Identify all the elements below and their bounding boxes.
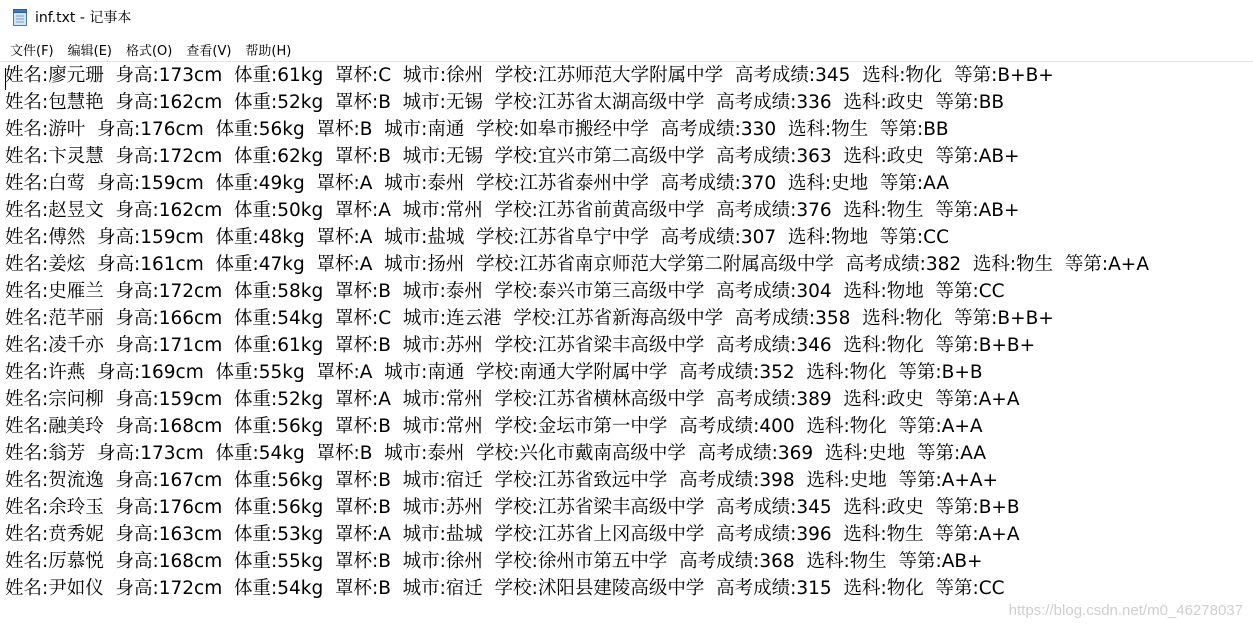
- menu-bar: [0, 38, 1253, 60]
- menu-edit[interactable]: 编辑(E): [67, 43, 112, 59]
- text-line: 姓名:宗问柳 身高:159cm 体重:52kg 罩杯:A 城市:常州 学校:江苏省横林高级中学 高考成绩:389 选科:政史 等第:A+A: [5, 389, 1020, 410]
- menu-view[interactable]: 查看(V): [186, 43, 232, 59]
- text-line: 姓名:白莺 身高:159cm 体重:49kg 罩杯:A 城市:泰州 学校:江苏省泰州中学 高考成绩:370 选科:史地 等第:AA: [5, 173, 949, 194]
- text-line: 姓名:厉慕悦 身高:168cm 体重:55kg 罩杯:B 城市:徐州 学校:徐州市第五中学 高考成绩:368 选科:物生 等第:AB+: [5, 551, 983, 572]
- text-line: 姓名:傅然 身高:159cm 体重:48kg 罩杯:A 城市:盐城 学校:江苏省阜宁中学 高考成绩:307 选科:物地 等第:CC: [5, 227, 949, 248]
- text-editor-area[interactable]: [0, 61, 1253, 626]
- title-bar[interactable]: [0, 0, 1253, 34]
- text-line: 姓名:贺流逸 身高:167cm 体重:56kg 罩杯:B 城市:宿迁 学校:江苏省致远中学 高考成绩:398 选科:史地 等第:A+A+: [5, 470, 999, 491]
- text-line: 姓名:融美玲 身高:168cm 体重:56kg 罩杯:B 城市:常州 学校:金坛市第一中学 高考成绩:400 选科:物化 等第:A+A: [5, 416, 983, 437]
- menu-format[interactable]: 格式(O): [125, 43, 173, 59]
- text-line: 姓名:游叶 身高:176cm 体重:56kg 罩杯:B 城市:南通 学校:如皋市搬经中学 高考成绩:330 选科:物生 等第:BB: [5, 119, 949, 140]
- text-line: 姓名:史雁兰 身高:172cm 体重:58kg 罩杯:B 城市:泰州 学校:泰兴市第三高级中学 高考成绩:304 选科:物地 等第:CC: [5, 281, 1005, 302]
- text-line: 姓名:赵昱文 身高:162cm 体重:50kg 罩杯:A 城市:常州 学校:江苏省前黄高级中学 高考成绩:376 选科:物生 等第:AB+: [5, 200, 1020, 221]
- text-line: 姓名:尹如仪 身高:172cm 体重:54kg 罩杯:B 城市:宿迁 学校:沭阳县建陵高级中学 高考成绩:315 选科:物化 等第:CC: [5, 578, 1005, 599]
- menu-file[interactable]: 文件(F): [10, 43, 54, 59]
- text-line: 姓名:包慧艳 身高:162cm 体重:52kg 罩杯:B 城市:无锡 学校:江苏省太湖高级中学 高考成绩:336 选科:政史 等第:BB: [5, 92, 1005, 113]
- text-line: 姓名:翁芳 身高:173cm 体重:54kg 罩杯:B 城市:泰州 学校:兴化市戴南高级中学 高考成绩:369 选科:史地 等第:AA: [5, 443, 987, 464]
- text-line: 姓名:姜炫 身高:161cm 体重:47kg 罩杯:A 城市:扬州 学校:江苏省南京师范大学第二附属高级中学 高考成绩:382 选科:物生 等第:A+A: [5, 254, 1149, 275]
- text-line: 姓名:范芊丽 身高:166cm 体重:54kg 罩杯:C 城市:连云港 学校:江苏省新海高级中学 高考成绩:358 选科:物化 等第:B+B+: [5, 308, 1054, 329]
- text-line: 姓名:余玲玉 身高:176cm 体重:56kg 罩杯:B 城市:苏州 学校:江苏省梁丰高级中学 高考成绩:345 选科:政史 等第:B+B: [5, 497, 1020, 518]
- text-line: 姓名:许燕 身高:169cm 体重:55kg 罩杯:A 城市:南通 学校:南通大学附属中学 高考成绩:352 选科:物化 等第:B+B: [5, 362, 983, 383]
- menu-help[interactable]: 帮助(H): [245, 43, 292, 59]
- text-line: 姓名:凌千亦 身高:171cm 体重:61kg 罩杯:B 城市:苏州 学校:江苏省梁丰高级中学 高考成绩:346 选科:物化 等第:B+B+: [5, 335, 1036, 356]
- text-line: 姓名:廖元珊 身高:173cm 体重:61kg 罩杯:C 城市:徐州 学校:江苏师范大学附属中学 高考成绩:345 选科:物化 等第:B+B+: [5, 65, 1054, 86]
- text-line: 姓名:贲秀妮 身高:163cm 体重:53kg 罩杯:A 城市:盐城 学校:江苏省上冈高级中学 高考成绩:396 选科:物生 等第:A+A: [5, 524, 1020, 545]
- watermark-text: https://blog.csdn.net/m0_46278037: [1008, 602, 1243, 619]
- window-title: inf.txt - 记事本: [35, 10, 132, 26]
- text-line: 姓名:卞灵慧 身高:172cm 体重:62kg 罩杯:B 城市:无锡 学校:宜兴市第二高级中学 高考成绩:363 选科:政史 等第:AB+: [5, 146, 1020, 167]
- notepad-icon: [13, 9, 27, 26]
